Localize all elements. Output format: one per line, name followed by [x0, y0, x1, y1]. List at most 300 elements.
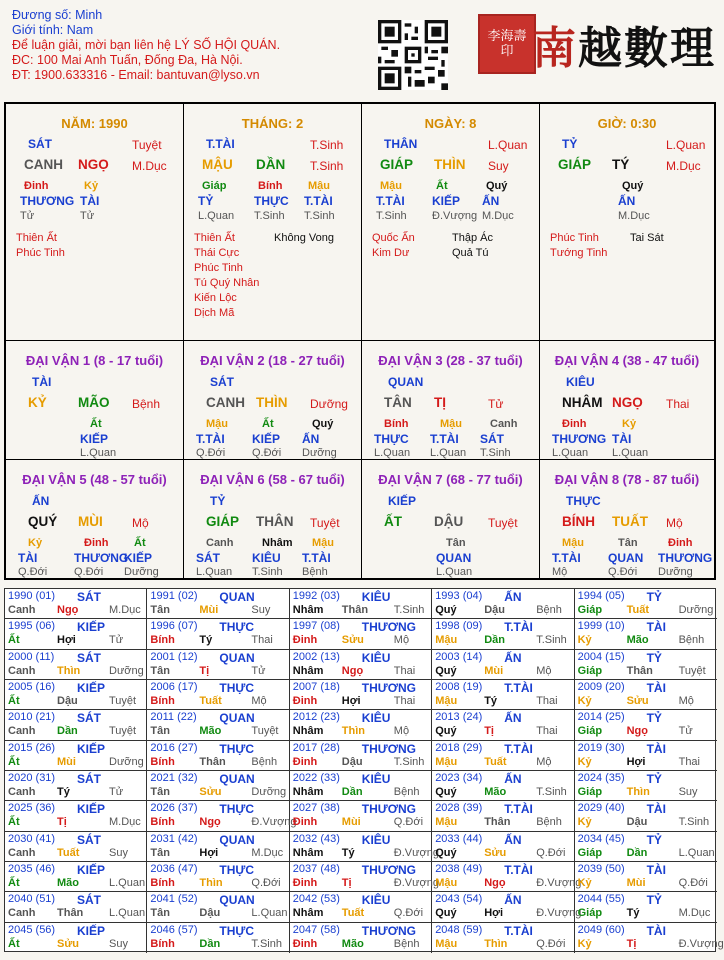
year-label: 2039 (50)	[577, 862, 625, 875]
year-ten-god: QUAN	[219, 893, 255, 908]
hidden-stage: T.Sinh	[304, 210, 335, 222]
year-ten-god: KIẾP	[77, 862, 106, 877]
year-label: 2037 (48)	[292, 862, 340, 875]
year-branch: Mùi	[57, 755, 76, 768]
year-cell	[290, 619, 432, 649]
year-stem: Quý	[435, 907, 457, 920]
year-stem: Ất	[8, 937, 20, 950]
year-cell	[432, 923, 574, 953]
heavenly-stem: ẤT	[384, 514, 402, 529]
pillar-cell	[184, 104, 362, 341]
year-stage: Tử	[109, 785, 124, 798]
hidden-stage: Q.Đới	[18, 566, 48, 578]
year-branch: Tý	[341, 846, 355, 859]
stage-label: Mộ	[666, 516, 683, 530]
year-label: 2008 (19)	[435, 680, 483, 693]
year-stem: Nhâm	[292, 604, 324, 616]
year-stage: Thai	[536, 725, 558, 738]
year-stage: Dưỡng	[109, 755, 144, 768]
year-stem: Tân	[150, 604, 170, 616]
earthly-branch: THÌN	[256, 395, 288, 410]
year-stage: Tuyệt	[678, 664, 706, 677]
year-label: 2033 (44)	[435, 832, 483, 845]
year-branch: Dần	[484, 634, 505, 647]
year-stem: Bính	[150, 694, 175, 707]
year-branch: Hợi	[626, 755, 646, 768]
year-branch: Tý	[484, 694, 498, 707]
year-branch: Mùi	[199, 604, 219, 616]
year-cell	[290, 710, 432, 740]
year-stem: Bính	[150, 634, 175, 647]
year-stage: Q.Đới	[251, 876, 281, 889]
hidden-god: T.TÀI	[196, 432, 225, 446]
year-cell	[432, 892, 582, 922]
hidden-stem: Giáp	[202, 180, 227, 192]
year-stem: Giáp	[577, 725, 603, 738]
year-cell	[432, 832, 574, 862]
year-stage: L.Quan	[678, 846, 715, 859]
year-cell	[5, 710, 147, 740]
heavenly-stem: GIÁP	[206, 514, 240, 529]
year-ten-god: KIẾP	[77, 680, 106, 695]
hidden-stem: Ất	[90, 418, 102, 430]
year-cell	[432, 589, 574, 619]
star-name: Phúc Tinh	[194, 262, 243, 274]
year-ten-god: TỶ	[646, 832, 662, 847]
address-line: ĐC: 100 Mai Anh Tuấn, Đống Đa, Hà Nội.	[12, 53, 243, 67]
year-label: 1996 (07)	[150, 620, 198, 633]
year-ten-god: T.TÀI	[504, 741, 533, 756]
hidden-stem: Quý	[486, 180, 508, 192]
hidden-stem: Đinh	[24, 180, 49, 192]
year-stem: Đinh	[292, 634, 318, 647]
year-ten-god: QUAN	[219, 590, 255, 604]
year-stem: Bính	[150, 937, 175, 950]
year-ten-god: ẤN	[504, 832, 522, 847]
year-label: 2029 (40)	[577, 802, 625, 815]
year-stem: Nhâm	[292, 785, 324, 798]
hidden-stem: Canh	[206, 537, 234, 549]
year-branch: Thìn	[626, 785, 650, 798]
year-stem: Ất	[8, 755, 20, 768]
year-ten-god: THỰC	[219, 862, 255, 877]
year-label: 2013 (24)	[435, 711, 483, 724]
year-branch: Mùi	[626, 876, 646, 889]
year-ten-god: THƯƠNG	[361, 923, 416, 938]
year-cell	[5, 650, 147, 680]
dai-van-cell	[362, 460, 540, 578]
hidden-stage: Mộ	[552, 566, 568, 578]
year-label: 2035 (46)	[8, 862, 56, 875]
pillar-title: NĂM: 1990	[61, 116, 128, 131]
year-label: 2043 (54)	[435, 893, 483, 906]
earthly-branch: MÃO	[78, 395, 110, 410]
year-stage: Mộ	[678, 694, 694, 707]
year-ten-god: TÀI	[646, 802, 666, 817]
year-label: 2001 (12)	[150, 650, 198, 663]
star-name: Quốc Ấn	[372, 232, 415, 244]
dai-van-cell	[6, 460, 184, 578]
hidden-god: ẤN	[618, 194, 636, 208]
year-stage: Dưỡng	[678, 604, 714, 616]
annual-luck-table	[4, 588, 724, 952]
year-ten-god: TÀI	[646, 680, 666, 695]
year-ten-god: TÀI	[646, 741, 666, 756]
year-stem: Quý	[435, 604, 457, 616]
year-stage: Đ.Vượng	[393, 876, 439, 889]
pillar-title: GIỜ: 0:30	[597, 116, 657, 131]
year-stem: Giáp	[577, 785, 603, 798]
ten-god-label: ẤN	[32, 494, 50, 508]
dai-van-cell	[184, 460, 362, 578]
year-branch: Ngọ	[484, 876, 506, 889]
heavenly-stem: GIÁP	[558, 157, 592, 172]
year-stem: Ất	[8, 876, 20, 889]
star-name: Phúc Tinh	[550, 232, 599, 244]
year-branch: Sửu	[626, 694, 649, 707]
year-stem: Tân	[150, 785, 170, 798]
year-branch: Thìn	[484, 937, 508, 950]
year-stem: Canh	[8, 725, 36, 738]
year-cell	[290, 832, 439, 862]
star-name: Tú Quý Nhân	[194, 277, 260, 289]
year-stage: Mộ	[393, 725, 410, 738]
ten-god-label: T.TÀI	[206, 137, 235, 151]
hidden-stem: Nhâm	[262, 537, 293, 549]
year-label: 2036 (47)	[150, 862, 198, 875]
hidden-stage: Dưỡng	[658, 566, 693, 578]
year-branch: Tuất	[626, 604, 649, 616]
year-stem: Bính	[150, 755, 175, 768]
hidden-god: THƯƠNG	[74, 551, 129, 565]
hidden-god: SÁT	[480, 432, 504, 446]
hidden-god: KIẾP	[432, 194, 461, 208]
year-stem: Mậu	[435, 755, 458, 768]
year-branch: Tuất	[484, 755, 507, 768]
year-ten-god: KIẾP	[77, 741, 106, 756]
year-stem: Quý	[435, 846, 457, 859]
hidden-god: ẤN	[482, 194, 500, 208]
year-ten-god: SÁT	[77, 893, 101, 908]
year-branch: Mão	[341, 937, 364, 950]
hidden-stem: Kỷ	[622, 418, 637, 430]
year-stem: Đinh	[292, 755, 318, 768]
star-name-2: Thập Ác	[452, 232, 493, 244]
year-cell	[432, 650, 574, 680]
year-stage: Dưỡng	[109, 664, 144, 677]
year-stage: Mộ	[536, 664, 552, 677]
year-stem: Canh	[8, 785, 36, 798]
year-cell	[290, 589, 432, 619]
hidden-stem: Mậu	[380, 180, 402, 192]
hidden-god: T.TÀI	[376, 194, 405, 208]
ten-god-label: THÂN	[384, 137, 418, 151]
star-name-2: Không Vong	[274, 232, 334, 244]
contact-line: Để luận giải, mời bạn liên hệ LÝ SỐ HỘI QUÁN.	[12, 38, 281, 52]
hidden-stage: M.Dục	[482, 210, 514, 222]
heavenly-stem: NHÂM	[562, 395, 603, 410]
year-label: 1994 (05)	[577, 590, 625, 602]
year-stage: Bệnh	[393, 785, 420, 798]
year-stem: Mậu	[435, 876, 458, 889]
year-label: 2040 (51)	[8, 893, 56, 906]
dai-van-title: ĐẠI VẬN 3 (28 - 37 tuổi)	[378, 353, 523, 368]
hidden-god: KIẾP	[252, 432, 281, 446]
year-cell	[432, 619, 574, 649]
year-stem: Mậu	[435, 816, 458, 829]
year-cell	[147, 892, 289, 922]
year-cell	[432, 741, 574, 771]
year-stem: Tân	[150, 664, 170, 677]
year-cell	[147, 771, 289, 801]
hidden-god: ẤN	[302, 432, 320, 446]
year-stem: Giáp	[577, 907, 603, 920]
hidden-god: THỰC	[374, 432, 409, 446]
year-branch: Mão	[484, 785, 507, 798]
year-cell	[575, 710, 717, 740]
year-branch: Dần	[57, 725, 78, 738]
year-ten-god: THỰC	[219, 680, 255, 695]
earthly-branch: TÝ	[612, 157, 630, 172]
hidden-stage: L.Quan	[430, 447, 467, 459]
year-ten-god: ẤN	[504, 711, 522, 726]
year-cell	[575, 589, 717, 619]
year-cell	[147, 710, 289, 740]
year-label: 2015 (26)	[8, 741, 56, 754]
year-label: 2004 (15)	[577, 650, 625, 663]
year-stem: Giáp	[577, 664, 603, 677]
year-stage: Dưỡng	[251, 785, 287, 798]
year-label: 2002 (13)	[292, 650, 340, 663]
year-ten-god: T.TÀI	[504, 620, 533, 635]
hidden-god: TÀI	[18, 551, 38, 565]
year-cell	[575, 619, 717, 649]
year-stage: M.Dục	[251, 846, 284, 859]
year-stem: Canh	[8, 907, 36, 920]
year-ten-god: THƯƠNG	[361, 741, 416, 756]
year-ten-god: THỰC	[219, 620, 255, 635]
year-cell	[5, 862, 147, 892]
year-cell	[147, 619, 289, 649]
year-cell	[5, 589, 147, 619]
year-label: 2017 (28)	[292, 741, 340, 754]
earthly-branch: TUẤT	[612, 514, 648, 529]
year-stem: Giáp	[577, 604, 603, 616]
year-cell	[575, 892, 717, 922]
year-stem: Mậu	[435, 937, 458, 950]
dai-van-title: ĐẠI VẬN 2 (18 - 27 tuổi)	[200, 353, 345, 368]
year-stage: Thai	[393, 664, 416, 677]
year-branch: Mão	[199, 725, 222, 738]
hidden-god: THỰC	[254, 194, 289, 208]
year-cell	[5, 771, 147, 801]
year-label: 2007 (18)	[292, 680, 340, 693]
dai-van-title: ĐẠI VẬN 5 (48 - 57 tuổi)	[22, 472, 167, 487]
year-stem: Kỷ	[577, 694, 592, 707]
year-stem: Ất	[8, 694, 20, 707]
year-ten-god: KIÊU	[361, 771, 391, 786]
stage-label-2: Suy	[488, 159, 509, 173]
heavenly-stem: KỶ	[28, 395, 47, 410]
year-stage: Đ.Vượng	[678, 937, 724, 950]
year-branch: Hợi	[341, 694, 361, 707]
year-branch: Thìn	[57, 664, 81, 677]
year-stem: Quý	[435, 785, 457, 798]
year-cell	[575, 923, 724, 953]
hidden-stem: Quý	[312, 418, 334, 430]
year-branch: Mùi	[484, 664, 504, 677]
year-label: 2042 (53)	[292, 893, 340, 906]
gender-line: Giới tính: Nam	[12, 23, 94, 37]
year-branch: Tị	[199, 664, 210, 677]
year-ten-god: TỶ	[646, 590, 662, 604]
header-info	[12, 8, 280, 83]
year-cell	[290, 771, 432, 801]
year-stage: Q.Đới	[393, 907, 424, 920]
year-label: 2026 (37)	[150, 802, 198, 815]
hidden-god: THƯƠNG	[552, 432, 607, 446]
year-cell	[290, 892, 432, 922]
hidden-stem: Tân	[618, 537, 638, 549]
dai-van-cell	[184, 341, 362, 460]
year-ten-god: KIÊU	[361, 832, 391, 847]
year-stage: M.Dục	[109, 816, 141, 829]
hidden-god: T.TÀI	[430, 432, 459, 446]
year-stage: Bệnh	[536, 816, 562, 829]
year-branch: Dần	[626, 846, 648, 859]
star-name: Thiên Ất	[194, 232, 235, 244]
year-cell	[147, 862, 289, 892]
year-cell	[432, 710, 574, 740]
year-cell	[290, 923, 432, 953]
year-cell	[432, 862, 582, 892]
year-label: 2000 (11)	[8, 650, 55, 663]
hidden-god: TÀI	[612, 432, 632, 446]
year-branch: Dậu	[626, 816, 648, 829]
year-ten-god: QUAN	[219, 771, 255, 786]
year-ten-god: THƯƠNG	[361, 862, 416, 877]
hidden-stage: Tử	[80, 210, 95, 222]
year-stem: Kỷ	[577, 816, 592, 829]
year-stem: Canh	[8, 846, 36, 859]
pillar-title: NGÀY: 8	[424, 116, 477, 131]
year-stage: T.Sinh	[678, 816, 710, 829]
year-branch: Thân	[199, 755, 226, 768]
year-branch: Ngọ	[199, 816, 221, 829]
stage-label: Tuyệt	[132, 138, 162, 152]
year-stem: Bính	[150, 876, 175, 889]
ten-god-label: TỶ	[562, 137, 578, 151]
year-branch: Tý	[199, 634, 213, 647]
year-ten-god: SÁT	[77, 832, 101, 847]
year-branch: Tý	[626, 907, 640, 920]
year-branch: Dần	[199, 937, 221, 950]
year-branch: Tý	[57, 785, 70, 798]
year-stage: Q.Đới	[536, 846, 566, 859]
year-stage: Mộ	[536, 755, 552, 768]
year-stage: T.Sinh	[393, 604, 425, 616]
year-ten-god: KIÊU	[361, 650, 391, 665]
hidden-stem: Mậu	[440, 418, 462, 430]
year-stem: Canh	[8, 664, 36, 677]
stage-label: Bệnh	[132, 397, 161, 411]
dai-van-title: ĐẠI VẬN 6 (58 - 67 tuổi)	[200, 472, 345, 487]
heavenly-stem: MẬU	[202, 157, 233, 172]
year-branch: Tị	[341, 876, 352, 889]
year-branch: Sửu	[484, 846, 507, 859]
heavenly-stem: CANH	[24, 157, 63, 172]
phone-email-line: ĐT: 1900.633316 - Email: bantuvan@lyso.vn	[12, 68, 260, 82]
year-branch: Dần	[341, 785, 363, 798]
year-stem: Đinh	[292, 937, 318, 950]
year-stem: Mậu	[435, 634, 458, 647]
year-ten-god: THƯƠNG	[361, 620, 416, 635]
star-name-2: Tai Sát	[630, 232, 664, 244]
hidden-god: SÁT	[196, 551, 220, 565]
hidden-god: KIẾP	[80, 432, 109, 446]
year-stage: Thai	[536, 694, 558, 707]
year-stage: Tử	[109, 634, 124, 647]
year-ten-god: ẤN	[504, 893, 522, 908]
hidden-stem: Kỷ	[84, 180, 99, 192]
year-ten-god: THỰC	[219, 923, 255, 938]
year-stem: Kỷ	[577, 634, 592, 647]
year-stage: Bệnh	[536, 604, 562, 616]
year-ten-god: THƯƠNG	[361, 802, 416, 817]
year-stem: Đinh	[292, 816, 318, 829]
year-branch: Ngọ	[341, 664, 364, 677]
year-cell	[575, 862, 717, 892]
hidden-stem: Đinh	[668, 537, 693, 549]
hidden-stage: Q.Đới	[74, 566, 104, 578]
year-branch: Dậu	[57, 694, 78, 707]
year-stem: Đinh	[292, 876, 318, 889]
earthly-branch: MÙI	[78, 514, 103, 529]
year-stem: Tân	[150, 846, 170, 859]
year-stage: Tuyệt	[251, 725, 279, 738]
year-label: 2027 (38)	[292, 802, 340, 815]
year-label: 2034 (45)	[577, 832, 625, 845]
subject-name-line: Đương số: Minh	[12, 8, 103, 22]
ten-god-label: KIÊU	[566, 375, 595, 389]
star-name: Dịch Mã	[194, 307, 235, 319]
year-cell	[5, 741, 147, 771]
year-stage: Bệnh	[251, 755, 278, 768]
year-label: 2012 (23)	[292, 711, 340, 724]
stage-label: Dưỡng	[310, 397, 348, 411]
earthly-branch: TỊ	[434, 395, 446, 410]
year-cell	[290, 650, 432, 680]
year-cell	[5, 832, 147, 862]
hidden-stage: L.Quan	[612, 447, 649, 459]
stage-label-2: M.Dục	[132, 159, 167, 173]
stage-label: L.Quan	[488, 138, 528, 152]
year-branch: Dậu	[484, 604, 505, 616]
year-cell	[147, 650, 289, 680]
star-name: Thái Cực	[194, 247, 240, 259]
year-ten-god: KIẾP	[77, 923, 106, 938]
year-label: 2018 (29)	[435, 741, 483, 754]
year-stage: T.Sinh	[536, 634, 567, 647]
year-ten-god: SÁT	[77, 650, 101, 665]
hidden-stage: T.Sinh	[376, 210, 407, 222]
hidden-stage: L.Quan	[198, 210, 235, 222]
year-ten-god: THỰC	[219, 802, 255, 817]
stage-label: Thai	[666, 397, 690, 411]
year-stage: Đ.Vượng	[251, 816, 297, 829]
year-ten-god: SÁT	[77, 711, 101, 726]
year-stem: Nhâm	[292, 664, 324, 677]
